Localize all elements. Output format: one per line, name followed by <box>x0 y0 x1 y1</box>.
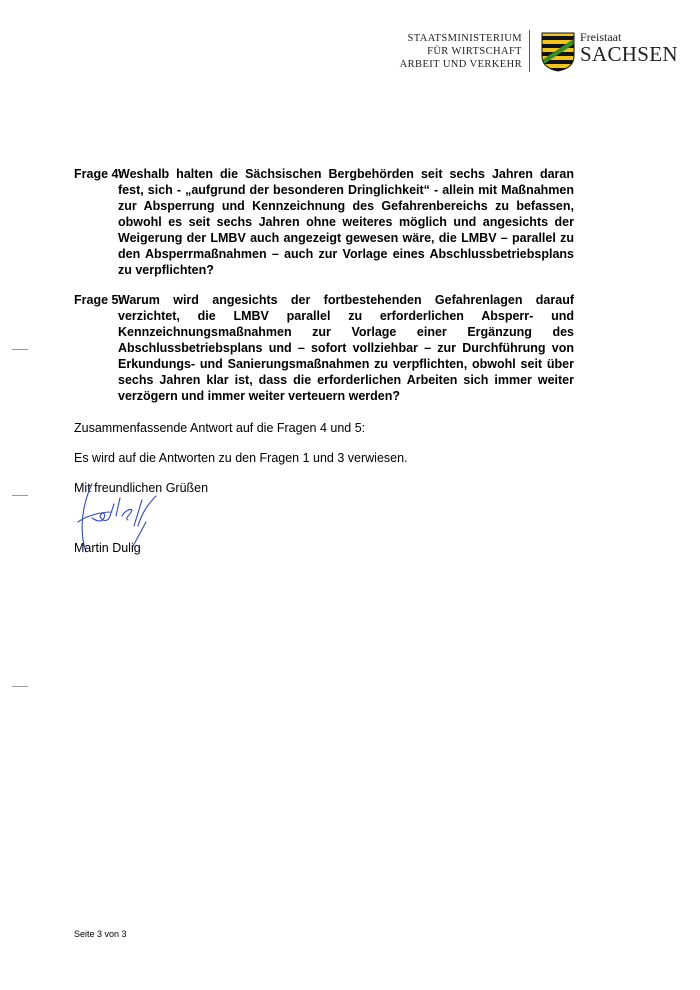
header-divider <box>529 30 530 72</box>
question-text: Weshalb halten die Sächsischen Bergbehörden seit sechs Jahren daran fest, sich - „aufgrund der besonderen Dringlichkeit“ - allein mit Maßnahmen zur Absperrung und Kennzeichnung des Gefahrenbereichs zu befassen, obwohl es seit sechs Jahren ohne weiteres möglich und angesichts der Weigerung der LMBV auch angezeigt gewesen wäre, die LMBV – parallel zu den Absperrmaßnahmen – auch zur Vorlage eines Abschlussbetriebsplans zu verpflichten? <box>118 167 574 277</box>
answer-heading: Zusammenfassende Antwort auf die Fragen 4 und 5: <box>74 421 366 435</box>
page-number: Seite 3 von 3 <box>74 929 127 939</box>
ministry-name <box>400 32 522 71</box>
answer-text: Es wird auf die Antworten zu den Fragen 1 und 3 verwiesen. <box>74 451 408 465</box>
question-label: Frage 5: <box>74 293 123 307</box>
question-4 <box>74 166 574 278</box>
ministry-line-1: STAATSMINISTERIUM <box>407 33 522 44</box>
question-label: Frage 4: <box>74 167 123 181</box>
fold-mark <box>12 349 28 350</box>
state-name <box>580 30 678 64</box>
state-small-label: Freistaat <box>580 30 622 44</box>
closing-greeting: Mit freundlichen Grüßen <box>74 481 209 495</box>
question-text: Warum wird angesichts der fortbestehenden Gefahrenlagen darauf verzichtet, die LMBV parallel zu erforderlichen Absperr- und Kennzeichnungsmaßnahmen zur Vorlage einer Ergänzung des Abschlussbetriebsplans und – sofort vollziehbar – zur Durchführung von Erkundungs- und Sanierungsmaßnahmen zu verpflichten, obwohl seit über sechs Jahren klar ist, dass die erforderlichen Arbeiten sich immer weiter verzögern und immer weiter verteuern werden? <box>118 293 574 403</box>
fold-mark <box>12 495 28 496</box>
signer-name: Martin Dulig <box>74 541 141 555</box>
ministry-line-2: FÜR WIRTSCHAFT <box>427 46 522 57</box>
ministry-line-3: ARBEIT UND VERKEHR <box>399 59 522 70</box>
saxony-crest-icon <box>541 32 575 72</box>
fold-mark <box>12 686 28 687</box>
question-5 <box>74 292 574 404</box>
state-big-label: SACHSEN <box>580 42 678 66</box>
letter-body <box>74 166 574 510</box>
